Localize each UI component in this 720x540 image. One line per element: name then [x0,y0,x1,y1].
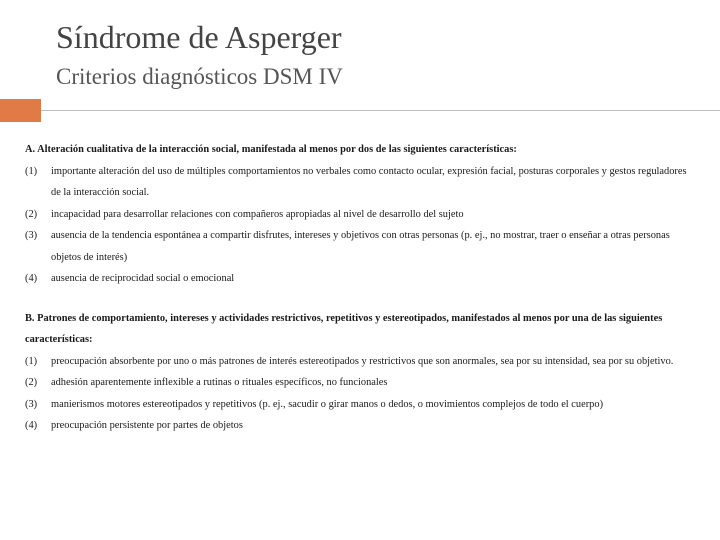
slide-title: Síndrome de Asperger [56,19,342,55]
section-a-heading: A. Alteración cualitativa de la interacción social, manifestada al menos por dos de las siguientes características: [25,144,517,155]
item-text: manierismos motores estereotipados y repetitivos (p. ej., sacudir o girar manos o dedos, o movimientos complejos de todo el cuerpo) [51,398,604,410]
item-text: ausencia de la tendencia espontánea a compartir disfrutes, intereses y objetivos con otras personas (p. ej., no mostrar, traer o enseñar a otras personas objetos de interés) [51,230,670,263]
item-text: importante alteración del uso de múltiples comportamientos no verbales como contacto ocular, expresión facial, posturas corporales y gestos reguladores de la interacción social. [51,165,687,198]
item-number: (4) [25,273,38,284]
item-number: (3) [25,398,38,410]
item-text: incapacidad para desarrollar relaciones con compañeros apropiadas al nivel de desarrollo del sujeto [51,208,464,220]
section-b-item-3 [25,394,696,416]
item-text: preocupación persistente por partes de objetos [51,420,243,431]
item-number: (1) [25,165,38,177]
criteria-content [25,139,696,437]
item-number: (3) [25,230,38,241]
slide-subtitle: Criterios diagnósticos DSM IV [56,64,343,89]
title-divider [41,110,720,111]
item-number: (2) [25,377,38,388]
section-b-item-4 [25,415,696,437]
section-b-item-2 [25,372,696,394]
section-a-item-4 [25,268,696,290]
section-a-item-3 [25,225,696,268]
accent-bar [0,99,41,122]
section-a-item-1 [25,161,696,204]
item-number: (4) [25,420,38,431]
item-number: (2) [25,208,38,220]
item-number: (1) [25,355,38,367]
section-spacer [25,290,696,308]
section-b-item-1 [25,351,696,373]
item-text: preocupación absorbente por uno o más patrones de interés estereotipados y restrictivos que son anormales, sea por su intensidad, sea por su objetivo. [51,355,674,367]
item-text: adhesión aparentemente inflexible a rutinas o rituales específicos, no funcionales [51,377,388,388]
section-b-heading: B. Patrones de comportamiento, intereses y actividades restrictivos, repetitivos y estereotipados, manifestados al menos por una de las siguientes características: [25,312,663,345]
item-text: ausencia de reciprocidad social o emocional [51,273,235,284]
section-a-item-2 [25,204,696,226]
